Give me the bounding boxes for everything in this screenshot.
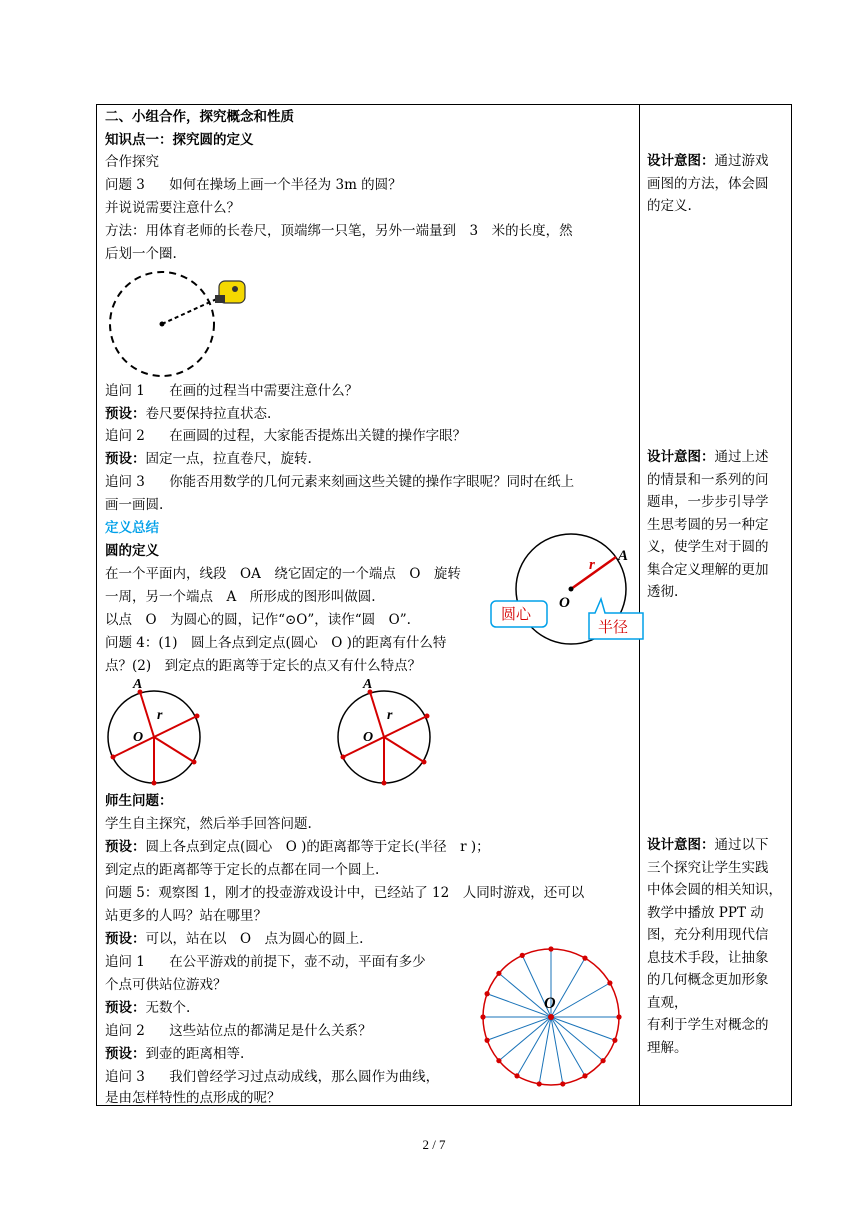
circle-point (548, 946, 553, 951)
follow-up-1-label: 追问 1 (105, 383, 145, 399)
teacher-student-title: 师生问题： (105, 793, 173, 809)
radius-callout-label: 半径 (598, 618, 629, 636)
q3-text: 如何在操场上画一个半径为 3m 的圆？ (169, 177, 402, 193)
design-intent-1-line-3: 的定义. (647, 198, 692, 214)
circle-point (612, 1038, 617, 1043)
circle-point (496, 1058, 501, 1063)
follow-up-2-label: 追问 2 (105, 428, 145, 444)
definition-summary-heading: 定义总结 (105, 520, 159, 536)
design-intent-3 (647, 834, 787, 1059)
follow-up-3-text: 你能否用数学的几何元素来刻画这些关键的操作字眼呢？同时在纸上 (169, 474, 575, 490)
follow-up-1-label: 追问 1 (105, 954, 145, 970)
circle-definition-title: 圆的定义 (105, 543, 159, 559)
circle-point (485, 1038, 490, 1043)
teacher-student-line-3: 到定点的距离都等于定长的点都在同一个圆上. (105, 862, 380, 878)
label-o: O (559, 595, 570, 611)
question-3 (105, 176, 402, 194)
radius-spoke (551, 1017, 603, 1061)
radii-figure-left (107, 677, 207, 787)
circle-point (520, 953, 525, 958)
preset-label: 预设： (105, 406, 146, 422)
radius-spoke (551, 1017, 615, 1040)
preset-label: 预设： (105, 839, 146, 855)
preset-1-text: 卷尺要保持拉直状态. (145, 406, 272, 422)
follow-up-5-text: 这些站位点的都满足是什么关系？ (169, 1023, 372, 1039)
circle-point (514, 1073, 519, 1078)
design-intent-3-line-2: 三个探究让学生实践 (647, 859, 769, 876)
tape-circle-figure (111, 275, 251, 385)
design-intent-label: 设计意图： (647, 449, 715, 465)
circle-point (582, 956, 587, 961)
preset-2 (105, 450, 312, 468)
circle-point (496, 971, 501, 976)
circle-point (560, 1081, 565, 1086)
follow-up-3-text-2: 画一画圆. (105, 497, 164, 513)
coop-label: 合作探究 (105, 154, 159, 170)
radius-spoke (487, 1017, 551, 1040)
follow-up-6-text: 我们曾经学习过点动成线，那么圆作为曲线， (169, 1069, 440, 1085)
definition-line-2: 一周，另一个端点 A 所形成的图形叫做圆. (105, 589, 376, 605)
definition-line-3: 以点 O 为圆心的圆，记作“⊙O”，读作“圆 O”. (105, 612, 411, 628)
preset-6 (105, 1045, 244, 1063)
follow-up-2 (105, 427, 466, 445)
circle-point (480, 1014, 485, 1019)
design-intent-label: 设计意图： (647, 837, 715, 853)
design-intent-3-line-3: 中体会圆的相关知识， (647, 882, 782, 898)
circle-point (600, 1058, 605, 1063)
tape-measure-icon (215, 281, 245, 303)
label-r: r (589, 557, 595, 573)
circle-point (607, 980, 612, 985)
design-intent-2-line-5: 义，使学生对于圆的 (647, 539, 769, 555)
preset-label: 预设： (105, 451, 146, 467)
design-intent-3-line-8: 直观， (647, 994, 688, 1011)
label-a: A (363, 677, 373, 692)
design-intent-2-line-1: 通过上述 (714, 449, 769, 465)
design-intent-1-line-2: 画图的方法，体会圆 (647, 175, 769, 192)
label-r: r (157, 708, 163, 723)
follow-up-1 (105, 382, 358, 400)
follow-up-6-text-2: 是由怎样特性的点形成的呢？ (105, 1090, 281, 1106)
q3-label: 问题 3 (105, 177, 145, 193)
follow-up-4-text: 在公平游戏的前提下，壶不动，平面有多少 (169, 954, 426, 970)
follow-up-1-text: 在画的过程当中需要注意什么？ (169, 383, 359, 399)
definition-line-1: 在一个平面内，线段 OA 绕它固定的一个端点 O 旋转 (105, 566, 461, 582)
design-intent-label: 设计意图： (647, 153, 715, 169)
design-intent-2-line-7: 透彻. (647, 584, 679, 600)
center-callout-label: 圆心 (501, 605, 532, 623)
design-intent-3-line-10: 理解。 (647, 1039, 688, 1056)
preset-label: 预设： (105, 1046, 146, 1062)
design-intent-3-line-5: 图，充分利用现代信 (647, 927, 769, 943)
follow-up-3-label: 追问 3 (105, 474, 145, 490)
label-a: A (618, 548, 629, 564)
follow-up-2-label: 追问 2 (105, 1023, 145, 1039)
design-intent-2-line-3: 题串，一步步引导学 (647, 494, 769, 510)
teacher-student-line-1: 学生自主探究，然后举手回答问题. (105, 816, 312, 832)
follow-up-5 (105, 1022, 372, 1040)
method-line-1: 方法：用体育老师的长卷尺，顶端绑一只笔，另外一端量到 3 米的长度，然 (105, 223, 573, 239)
circle-point (485, 991, 490, 996)
design-intent-3-line-6: 息技术手段，让抽象 (647, 949, 769, 966)
circle-point (582, 1073, 587, 1078)
follow-up-2-text: 在画圆的过程，大家能否提炼出关键的操作字眼？ (169, 428, 467, 444)
preset-label: 预设： (105, 1000, 146, 1016)
lesson-table (96, 104, 792, 1106)
preset-5-text: 无数个. (145, 1000, 191, 1016)
label-o: O (363, 730, 374, 745)
follow-up-4-text-2: 个点可供站位游戏？ (105, 977, 227, 993)
preset-2-text: 固定一点，拉直卷尺，旋转. (145, 451, 312, 467)
design-intent-2-line-6: 集合定义理解的更加 (647, 561, 769, 578)
circle-point (616, 1014, 621, 1019)
label-r: r (387, 708, 393, 723)
question-4-line-1: 问题 4：(1) 圆上各点到定点(圆心 O )的距离有什么特 (105, 635, 447, 651)
many-radii-figure (480, 947, 620, 1087)
preset-3-text: 圆上各点到定点(圆心 O )的距离都等于定长(半径 r )； (145, 839, 490, 855)
follow-up-4 (105, 953, 426, 971)
design-intent-3-line-7: 的几何概念更加形象 (647, 972, 769, 988)
follow-up-3-label: 追问 3 (105, 1069, 145, 1085)
preset-5 (105, 999, 190, 1017)
design-intent-1-line-1: 通过游戏 (714, 153, 769, 169)
preset-4-text: 可以，站在以 O 点为圆心的圆上. (145, 931, 364, 947)
label-o: O (133, 730, 144, 745)
page-number: 2 / 7 (422, 1137, 446, 1152)
design-intent-2 (647, 446, 787, 604)
follow-up-6 (105, 1068, 439, 1086)
follow-up-3 (105, 473, 574, 491)
design-intent-3-line-4: 教学中播放 PPT 动 (647, 904, 764, 921)
label-o: O (544, 995, 556, 1012)
design-intent-3-line-1: 通过以下 (714, 837, 769, 853)
question-4-line-2: 点？(2) 到定点的距离等于定长的点又有什么特点？ (105, 658, 422, 674)
design-intent-2-line-4: 生思考圆的另一种定 (647, 516, 769, 533)
q3-text-2: 并说说需要注意什么？ (105, 200, 240, 216)
question-5-line-2: 站更多的人吗？站在哪里？ (105, 908, 267, 924)
radii-figure-right (337, 677, 437, 787)
radius-spoke (499, 1017, 551, 1061)
design-intent-2-line-2: 的情景和一系列的问 (647, 471, 769, 488)
knowledge-point-title: 知识点一：探究圆的定义 (105, 132, 254, 148)
preset-3 (105, 838, 490, 856)
design-intent-1 (647, 150, 787, 218)
question-5-line-1: 问题 5：观察图 1，刚才的投壶游戏设计中，已经站了 12 人同时游戏，还可以 (105, 885, 585, 901)
section-title: 二、小组合作，探究概念和性质 (105, 109, 294, 125)
label-a: A (133, 677, 143, 692)
design-intent-3-line-9: 有利于学生对概念的 (647, 1017, 769, 1033)
circle-point (537, 1081, 542, 1086)
preset-4 (105, 930, 363, 948)
preset-1 (105, 405, 271, 423)
radius-spoke (551, 983, 610, 1017)
circle-definition-figure (501, 533, 649, 653)
preset-label: 预设： (105, 931, 146, 947)
method-line-2: 后划一个圈. (105, 246, 177, 262)
preset-6-text: 到壶的距离相等. (145, 1046, 245, 1062)
radius-spoke (551, 958, 585, 1017)
